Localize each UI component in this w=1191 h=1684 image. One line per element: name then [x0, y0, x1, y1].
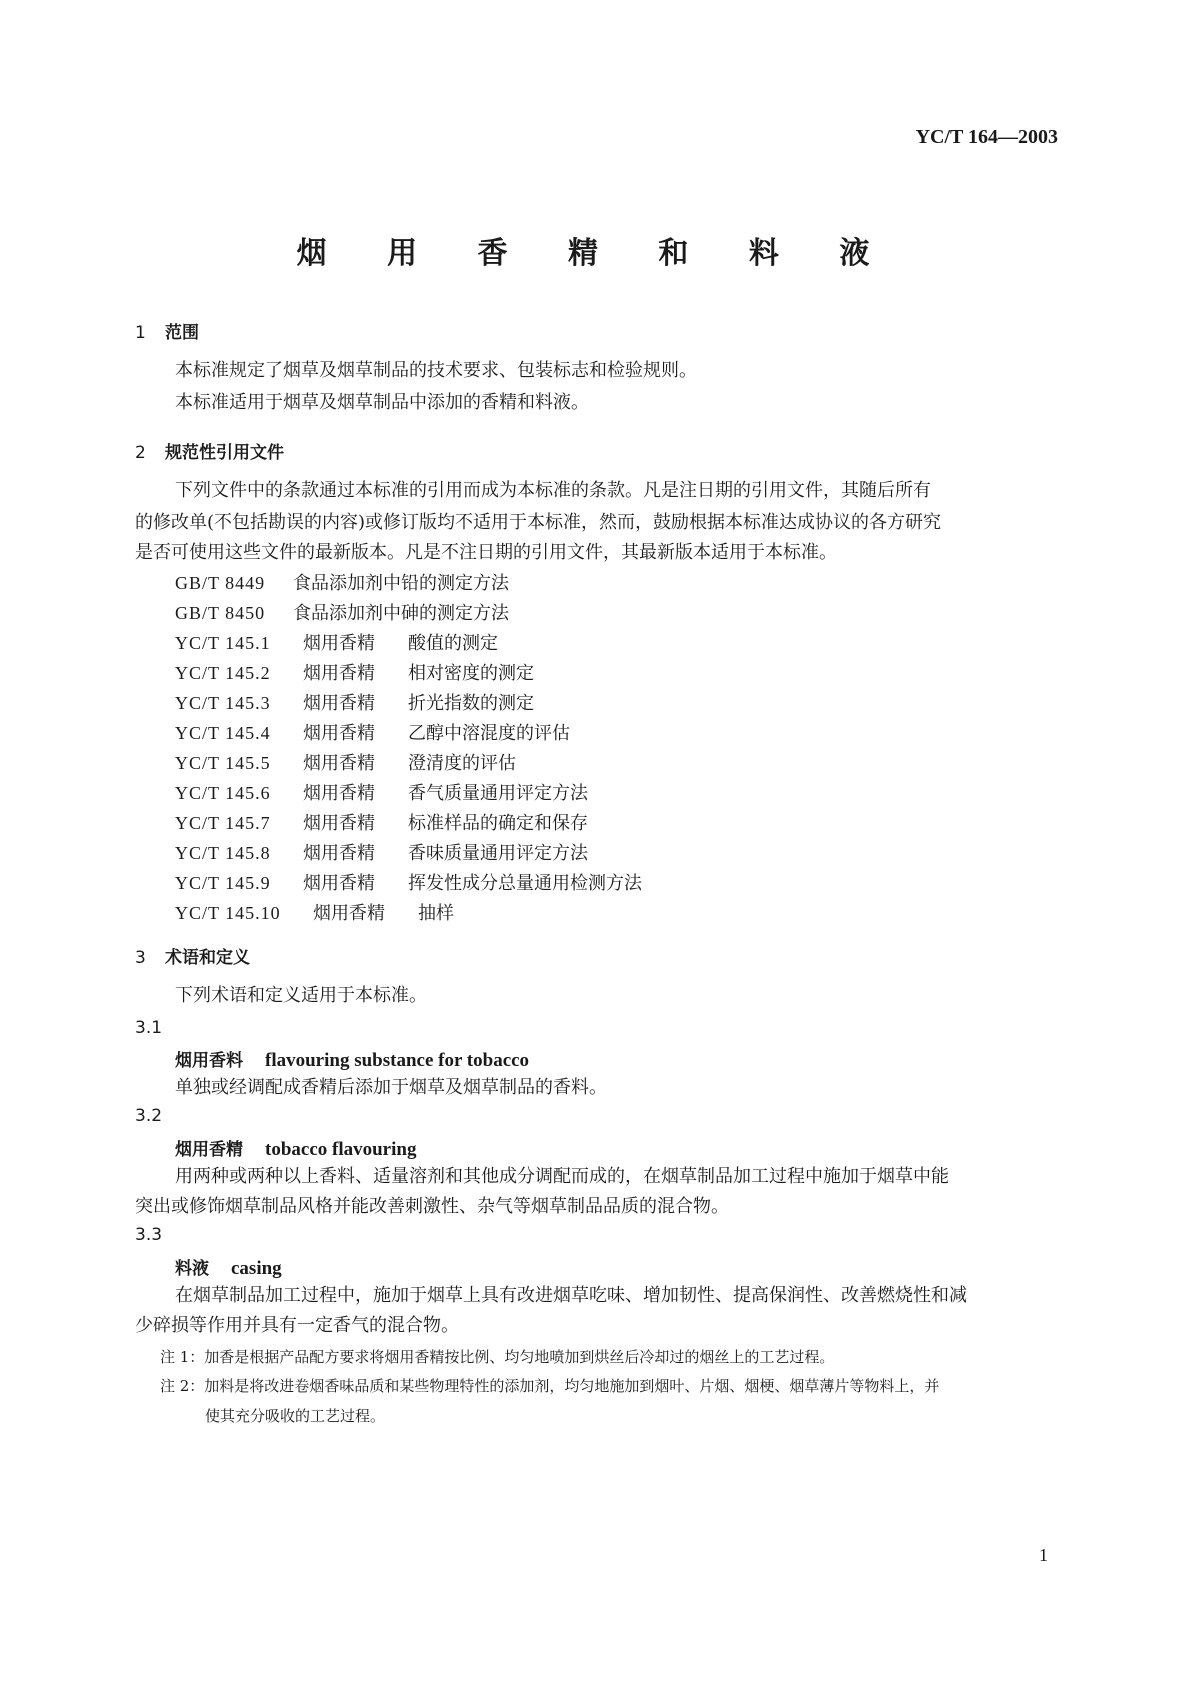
reference-code: YC/T 145.5 [175, 753, 271, 773]
term-heading [175, 1254, 282, 1280]
paragraph-line: 的修改单(不包括勘误的内容)或修订版均不适用于本标准，然而，鼓励根据本标准达成协议的各方研究 [135, 512, 942, 533]
reference-title: 食品添加剂中砷的测定方法 [293, 603, 509, 624]
reference-part: 烟用香精 [303, 813, 375, 834]
reference-item [175, 569, 509, 595]
reference-title: 挥发性成分总量通用检测方法 [408, 873, 642, 894]
reference-code: GB/T 8450 [175, 603, 266, 623]
reference-item [175, 809, 588, 835]
term-heading [175, 1046, 529, 1072]
reference-code: YC/T 145.8 [175, 843, 271, 863]
reference-title: 香味质量通用评定方法 [408, 843, 588, 864]
term-en: tobacco flavouring [265, 1139, 417, 1160]
term-definition: 在烟草制品加工过程中，施加于烟草上具有改进烟草吃味、增加韧性、提高保润性、改善燃烧性和减 [175, 1285, 967, 1306]
reference-item [175, 599, 509, 625]
section-number: 2 [135, 443, 146, 463]
section-number: 1 [135, 323, 146, 343]
standard-code: YC/T 164—2003 [915, 126, 1058, 148]
reference-part: 烟用香精 [303, 843, 375, 864]
term-zh: 烟用香料 [175, 1051, 243, 1071]
term-zh: 料液 [175, 1259, 209, 1279]
reference-item [175, 629, 498, 655]
term-zh: 烟用香精 [175, 1140, 243, 1160]
reference-title: 折光指数的测定 [408, 693, 534, 714]
reference-item [175, 839, 588, 865]
reference-item [175, 869, 642, 895]
term-en: flavouring substance for tobacco [265, 1050, 530, 1071]
term-definition: 突出或修饰烟草制品风格并能改善刺激性、杂气等烟草制品品质的混合物。 [135, 1196, 729, 1217]
reference-title: 香气质量通用评定方法 [408, 783, 588, 804]
reference-title: 食品添加剂中铅的测定方法 [293, 573, 509, 594]
term-definition: 少碎损等作用并具有一定香气的混合物。 [135, 1315, 459, 1336]
note: 注 1：加香是根据产品配方要求将烟用香精按比例、均匀地喷加到烘丝后冷却过的烟丝上的工艺过程。 [160, 1348, 835, 1366]
paragraph: 本标准规定了烟草及烟草制品的技术要求、包装标志和检验规则。 [175, 360, 697, 381]
reference-item [175, 659, 534, 685]
reference-item [175, 779, 588, 805]
reference-title: 酸值的测定 [408, 633, 498, 654]
reference-part: 烟用香精 [303, 783, 375, 804]
reference-code: YC/T 145.9 [175, 873, 271, 893]
term-definition: 单独或经调配成香精后添加于烟草及烟草制品的香料。 [175, 1077, 607, 1098]
term-number: 3.2 [135, 1106, 163, 1126]
term-number: 3.3 [135, 1225, 163, 1245]
section-heading-scope [135, 318, 199, 343]
reference-code: YC/T 145.6 [175, 783, 271, 803]
section-heading-references [135, 438, 284, 463]
paragraph-line: 下列文件中的条款通过本标准的引用而成为本标准的条款。凡是注日期的引用文件，其随后所有 [175, 480, 931, 501]
reference-code: YC/T 145.4 [175, 723, 271, 743]
reference-title: 乙醇中溶混度的评估 [408, 723, 570, 744]
note-continuation: 使其充分吸收的工艺过程。 [205, 1407, 386, 1425]
reference-code: GB/T 8449 [175, 573, 266, 593]
note: 注 2：加料是将改进卷烟香味品质和某些物理特性的添加剂，均匀地施加到烟叶、片烟、烟梗、烟草薄片等物料上，并 [160, 1377, 940, 1395]
reference-part: 烟用香精 [303, 633, 375, 654]
reference-item [175, 749, 516, 775]
paragraph-line: 是否可使用这些文件的最新版本。凡是不注日期的引用文件，其最新版本适用于本标准。 [135, 542, 837, 563]
reference-title: 抽样 [418, 903, 454, 924]
reference-title: 相对密度的测定 [408, 663, 534, 684]
reference-part: 烟用香精 [313, 903, 385, 924]
term-definition: 用两种或两种以上香料、适量溶剂和其他成分调配而成的，在烟草制品加工过程中施加于烟草中能 [175, 1166, 949, 1187]
section-title: 范围 [165, 323, 199, 343]
document-title: 烟 用 香 精 和 料 液 [296, 236, 895, 271]
reference-code: YC/T 145.7 [175, 813, 271, 833]
paragraph: 本标准适用于烟草及烟草制品中添加的香精和料液。 [175, 392, 589, 413]
term-number: 3.1 [135, 1018, 163, 1038]
reference-item [175, 719, 570, 745]
reference-item [175, 899, 454, 925]
term-heading [175, 1135, 416, 1161]
reference-code: YC/T 145.1 [175, 633, 271, 653]
reference-part: 烟用香精 [303, 873, 375, 894]
reference-part: 烟用香精 [303, 753, 375, 774]
reference-part: 烟用香精 [303, 723, 375, 744]
paragraph: 下列术语和定义适用于本标准。 [175, 985, 427, 1006]
reference-code: YC/T 145.2 [175, 663, 271, 683]
term-en: casing [231, 1258, 282, 1279]
reference-part: 烟用香精 [303, 693, 375, 714]
page-number: 1 [1039, 1545, 1048, 1565]
section-heading-terms [135, 943, 250, 968]
reference-title: 标准样品的确定和保存 [408, 813, 588, 834]
section-title: 规范性引用文件 [165, 443, 284, 463]
reference-item [175, 689, 534, 715]
reference-code: YC/T 145.10 [175, 903, 281, 923]
section-number: 3 [135, 948, 146, 968]
section-title: 术语和定义 [165, 948, 250, 968]
reference-title: 澄清度的评估 [408, 753, 516, 774]
reference-part: 烟用香精 [303, 663, 375, 684]
reference-code: YC/T 145.3 [175, 693, 271, 713]
